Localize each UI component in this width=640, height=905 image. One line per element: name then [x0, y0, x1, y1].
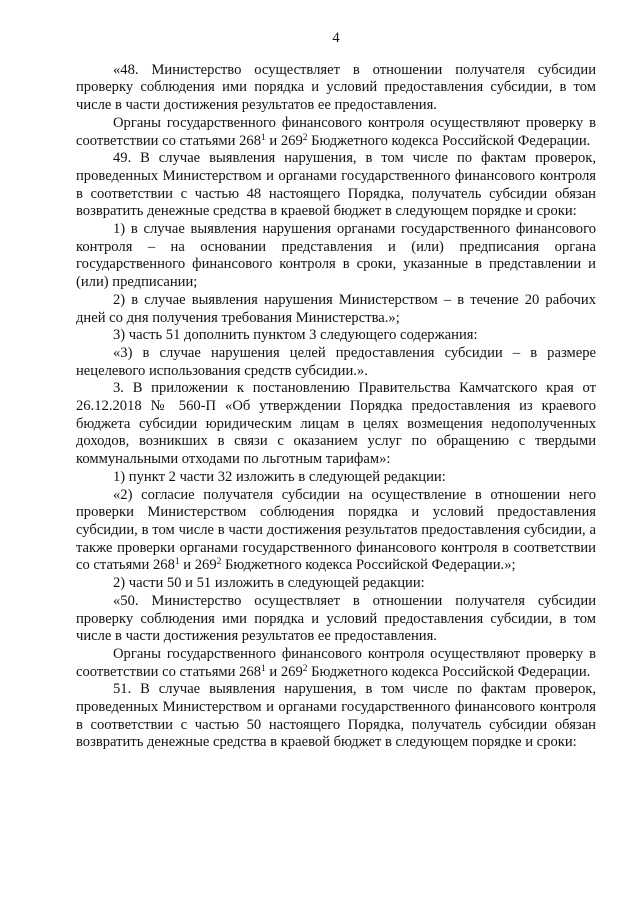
superscript: 2: [216, 557, 222, 568]
superscript: 1: [261, 132, 266, 143]
paragraph-49-item-2: 2) в случае выявления нарушения Министерством – в течение 20 рабочих дней со дня получения требования Министерства.»;: [76, 291, 596, 326]
paragraph-amend-50-51: 2) части 50 и 51 изложить в следующей редакции:: [113, 575, 425, 592]
paragraph-text: и 269: [179, 557, 217, 574]
paragraph-50: «50. Министерство осуществляет в отношении получателя субсидии проверку соблюдения ими порядка и условий предоставления субсидии, в том числе в части достижения результатов ее предоставления.: [76, 592, 596, 645]
superscript: 2: [302, 663, 308, 674]
paragraph-48: «48. Министерство осуществляет в отношении получателя субсидии проверку соблюдения ими порядка и условий предоставления субсидии, в том числе в части достижения результатов ее предоставления.: [76, 61, 596, 114]
paragraph-section-3: 3. В приложении к постановлению Правительства Камчатского края от 26.12.2018 № 560-П «Об утверждении Порядка предоставления из краевого бюджета субсидии юридическим лицам в целях возмещения недополученных доходов, возникших в связи с оказанием услуг по обращению с твердыми коммунальными отходами по льготным тарифам»:: [76, 380, 596, 468]
paragraph-text: Бюджетного кодекса Российской Федерации.: [307, 663, 591, 680]
paragraph-text: Органы государственного финансового контроля осуществляют проверку в соответствии со статьями 268: [76, 645, 596, 680]
paragraph-text: Органы государственного финансового контроля осуществляют проверку в соответствии со статьями 268: [76, 114, 596, 149]
paragraph-text: Бюджетного кодекса Российской Федерации.: [307, 132, 591, 149]
superscript: 1: [174, 557, 180, 568]
paragraph-text: Бюджетного кодекса Российской Федерации.»;: [221, 557, 516, 574]
paragraph-text: «2) согласие получателя субсидии на осуществление в отношении него проверки Министерством соблюдения порядка и условий предоставления субсидии, в том числе в части достижения результатов предоставления субсидии, а также проверки органами государственного финансового контроля в соответствии со статьями 268: [76, 486, 596, 574]
page-number: 4: [332, 30, 340, 46]
paragraph-51-item-3: «3) в случае нарушения целей предоставления субсидии – в размере нецелевого использования средств субсидии.».: [76, 344, 596, 379]
paragraph-51: 51. В случае выявления нарушения, в том числе по фактам проверок, проведенных Министерством и органами государственного финансового контроля в соответствии с частью 50 настоящего Порядка, получатель субсидии обязан возвратить денежные средства в краевой бюджет в следующем порядке и сроки:: [76, 681, 596, 751]
superscript: 1: [261, 663, 266, 674]
paragraph-amend-32: 1) пункт 2 части 32 изложить в следующей редакции:: [113, 468, 446, 485]
superscript: 2: [302, 132, 308, 143]
paragraph-text: и 269: [265, 132, 303, 149]
paragraph-amend-51: 3) часть 51 дополнить пунктом 3 следующего содержания:: [113, 327, 478, 344]
paragraph-control-bodies-48: [76, 115, 596, 150]
paragraph-text: и 269: [265, 663, 303, 680]
paragraph-32-item-2: [76, 487, 596, 576]
paragraph-control-bodies-50: [76, 646, 596, 681]
paragraph-49-item-1: 1) в случае выявления нарушения органами государственного финансового контроля – на основании представления и (или) предписания органа государственного финансового контроля в сроки, указанные в представлении и (или) предписании;: [76, 221, 596, 291]
document-page: [76, 30, 596, 752]
paragraph-49: 49. В случае выявления нарушения, в том числе по фактам проверок, проведенных Министерством и органами государственного финансового контроля в соответствии с частью 48 настоящего Порядка, получатель субсидии обязан возвратить денежные средства в краевой бюджет в следующем порядке и сроки:: [76, 150, 596, 220]
